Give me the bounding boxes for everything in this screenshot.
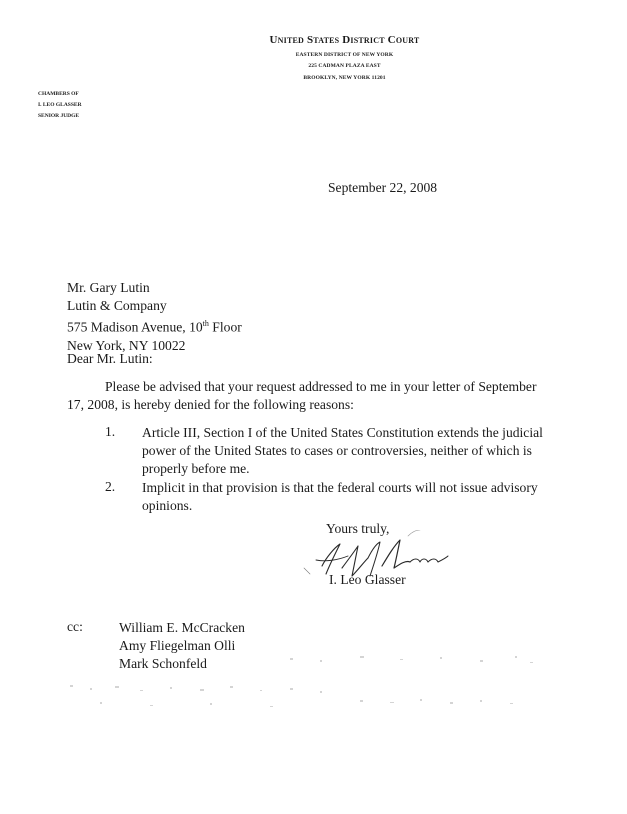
recipient-street-pre: 575 Madison Avenue, 10 [67, 319, 203, 335]
letter-date: September 22, 2008 [328, 180, 438, 195]
intro-line1: Please be advised that your request addressed to me in your letter of September [105, 379, 537, 394]
reason-1-number: 1. [105, 424, 116, 439]
closing: Yours truly, [326, 521, 390, 536]
chambers-line3: SENIOR JUDGE [38, 113, 80, 119]
signer-name: I. Leo Glasser [329, 572, 406, 587]
recipient-name: Mr. Gary Lutin [67, 280, 150, 295]
reason-2-line1: Implicit in that provision is that the federal courts will not issue advisory [142, 480, 538, 495]
chambers-block [38, 89, 82, 122]
reason-2-number: 2. [105, 479, 116, 494]
recipient-address [67, 279, 242, 355]
intro-line2: 17, 2008, is hereby denied for the following reasons: [67, 397, 354, 412]
chambers-line2: I. LEO GLASSER [38, 102, 82, 108]
recipient-street-sup: th [202, 319, 209, 328]
court-district: EASTERN DISTRICT OF NEW YORK [295, 52, 394, 58]
court-address-line2: BROOKLYN, NEW YORK 11201 [303, 75, 386, 81]
court-name [0, 34, 627, 46]
reason-1-line1: Article III, Section I of the United States Constitution extends the judicial [142, 425, 543, 440]
chambers-line1: CHAMBERS OF [38, 91, 79, 97]
recipient-street-post: Floor [208, 319, 242, 335]
recipient-city: New York, NY 10022 [67, 337, 186, 353]
cc-name-1: William E. McCracken [119, 620, 245, 635]
reason-2-line2: opinions. [142, 498, 193, 513]
court-address-line1: 225 CADMAN PLAZA EAST [308, 63, 381, 69]
recipient-company: Lutin & Company [67, 298, 167, 313]
reason-1-line2: power of the United States to cases or controversies, neither of which is [142, 443, 532, 458]
cc-name-2: Amy Fliegelman Olli [119, 638, 236, 653]
cc-label: cc: [67, 619, 83, 634]
scan-noise [60, 650, 560, 725]
recipient-street [67, 315, 242, 337]
cc-name-3: Mark Schonfeld [119, 656, 207, 671]
reason-1-line3: properly before me. [142, 461, 250, 476]
court-name-text: United States District Court [269, 34, 420, 46]
salutation: Dear Mr. Lutin: [67, 351, 153, 366]
